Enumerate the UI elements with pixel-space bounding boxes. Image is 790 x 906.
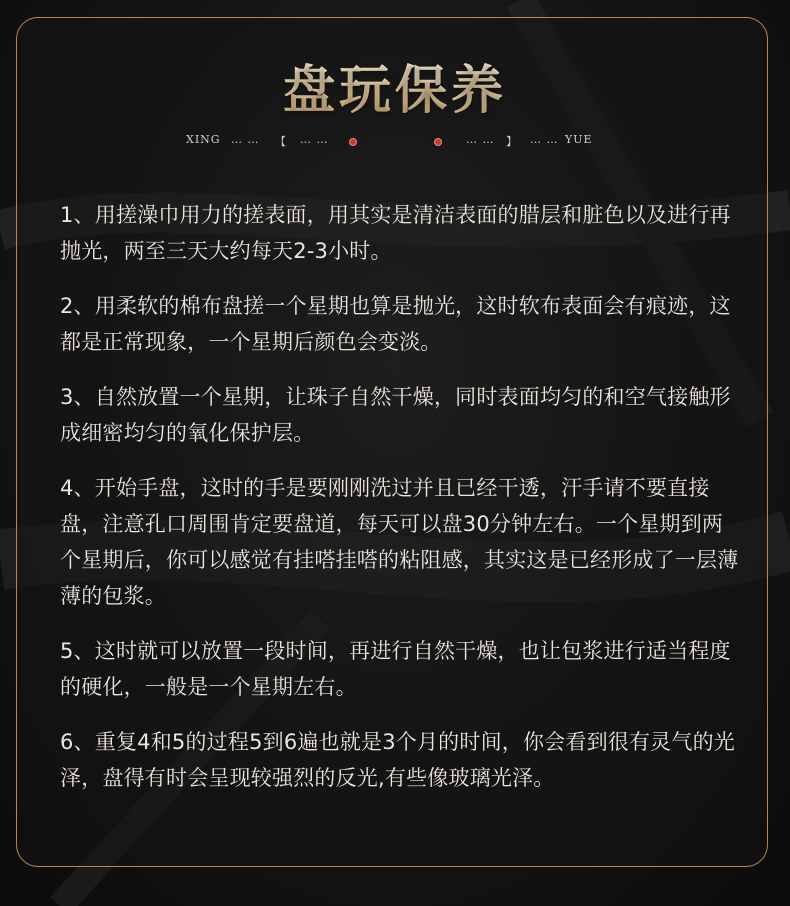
red-dot-left-icon [349,138,357,146]
instruction-paragraph: 5、这时就可以放置一段时间，再进行自然干燥，也让包浆进行适当程度的硬化，一般是一个星期左右。 [60,639,731,699]
instruction-paragraph: 4、开始手盘，这时的手是要刚刚洗过并且已经干透，汗手请不要直接盘，注意孔口周围肯定要盘道，每天可以盘30分钟左右。一个星期到两个星期后，你可以感觉有挂嗒挂嗒的粘阻感，其实这是已经形成了一层薄薄的包浆。 [60,476,739,608]
subtitle-left-word: XING [186,133,221,146]
red-dot-right-icon [434,138,442,146]
instruction-paragraph: 2、用柔软的棉布盘搓一个星期也算是抛光，这时软布表面会有痕迹，这都是正常现象，一个星期后颜色会变淡。 [60,294,731,354]
subtitle-right-word: YUE [565,133,593,146]
subtitle-left-inner-dots: … … [300,133,329,146]
instruction-paragraph: 1、用搓澡巾用力的搓表面，用其实是清洁表面的腊层和脏色以及进行再抛光，两至三天大约每天2-3小时。 [60,203,731,263]
subtitle-left-dots: … … [231,133,260,146]
subtitle-decoration [0,128,790,150]
page-title: 盘玩保养 [0,48,790,123]
care-instructions [60,197,740,815]
instruction-paragraph: 3、自然放置一个星期，让珠子自然干燥，同时表面均匀的和空气接触形成细密均匀的氧化保护层。 [60,385,731,445]
subtitle-right-dots: … … [530,133,559,146]
subtitle-left-bracket: 【 [275,135,287,148]
subtitle-right-bracket: 】 [506,135,518,148]
subtitle-right-inner-dots: … … [466,133,495,146]
instruction-paragraph: 6、重复4和5的过程5到6遍也就是3个月的时间，你会看到很有灵气的光泽，盘得有时会呈现较强烈的反光,有些像玻璃光泽。 [60,730,735,790]
